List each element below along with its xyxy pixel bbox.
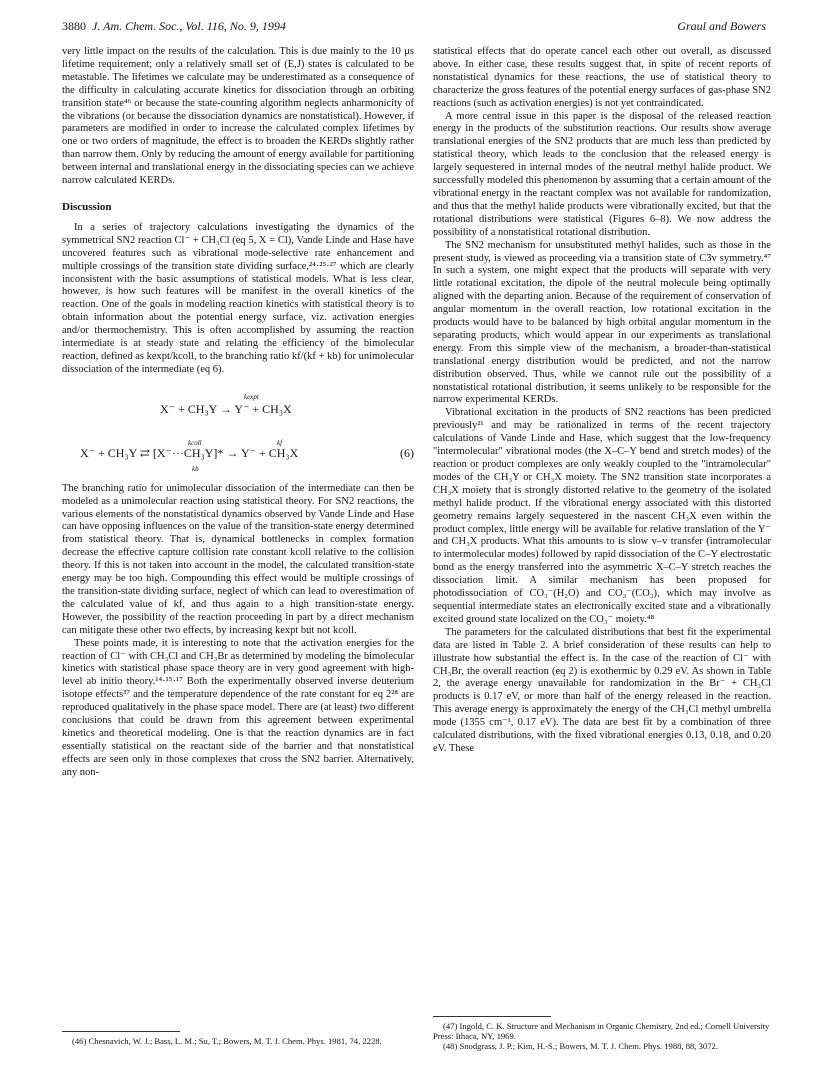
- paragraph-intro: very little impact on the results of the calculation. This is due mainly to the 10 μs lifetime requirement; only a relatively small set of (E,J) states is calculated to be metastable. The lifetimes we calculate may be underestimated as a consequence of the difficulty in calculating accurate kinetics for dissociation through an orbiting transition state⁴⁶ or because the state-counting algorithm neglects anharmonicity of the vibrations (or because the dissociation dynamics are nonstatistical). However, if parameters are modified in order to increase the calculated complex lifetimes by one or two orders of magnitude, the effect is to broaden the KERDs slightly rather than narrow them. Only by reducing the amount of energy available for partitioning between internal and translational energy in the dissociating species can we achieve narrow calculated KERDs.: [62, 46, 414, 187]
- equation-block: [62, 385, 414, 477]
- paragraph-right-1: statistical effects that do operate cancel each other out overall, as discussed above. In either case, these results suggest that, in spite of recent reports of nonstatistical dynamics for these reactions, the use of statistical theory to characterize the gross features of the potential energy surfaces of gas-phase SN2 reactions (such as activation energies) is not yet contraindicated.: [433, 46, 771, 109]
- running-header: [62, 19, 766, 35]
- footnote-48: (48) Snodgrass, J. P.; Kim, H.-S.; Bowers, M. T. J. Chem. Phys. 1988, 88, 3072.: [443, 1041, 718, 1052]
- footnotes-left: [62, 1036, 414, 1046]
- equation-1: X⁻ + CH₃Y → Y⁻ + CH₃X: [160, 401, 292, 416]
- footnote-divider-left: [62, 1031, 180, 1032]
- equation-6-kcoll-label: kcoll: [188, 438, 202, 447]
- page-number: 3880: [62, 19, 86, 33]
- paragraph-right-4: Vibrational excitation in the products of SN2 reactions has been predicted previously²¹ and may be rationalized in terms of the recent trajectory calculations of Vande Linde and Hase, which suggest that the low-frequency "intermolecular" vibrational modes (the X–C–Y bend and stretch modes) of the reaction or product complexes are only weakly coupled to the "intramolecular" modes of the CH₃Y or CH₃X moiety. The SN2 transition state incorporates a CH₃X moiety that is strongly distorted relative to the geometry of the isolated methyl halide product. If the vibrational energy associated with this distorted geometry remains largely sequestered in the nascent CH₃X even within the product complex, little energy will be available for relative translation of the Y⁻ and CH₃X products. What this amounts to is slow v–v transfer (intramolecular to intermolecular modes) followed by rapid dissociation of the C–Y electrostatic bond as the energy transferred into the asymmetric X–C–Y stretch reaches the dissociation limit. A similar mechanism has been proposed for photodissociation of CO₃⁻(H₂O) and CO₃⁻(CO₂), which may involve as sequential intermediate states an electronically excited state and a vibrationally excited ground state localized on the CO₃⁻ moiety.⁴⁸: [433, 407, 771, 625]
- equation-6-kf-label: kf: [277, 438, 283, 447]
- footnote-46: (46) Chesnavich, W. J.; Bass, L. M.; Su, T.; Bowers, M. T. J. Chem. Phys. 1981, 74, 2228.: [72, 1036, 382, 1046]
- equation-6-number: (6): [400, 445, 414, 460]
- equation-6: X⁻ + CH₃Y ⇄ [X⁻···CH₃Y]* → Y⁻ + CH₃X: [80, 445, 299, 460]
- paragraph-discussion-2: The branching ratio for unimolecular dissociation of the intermediate can then be modeled as a unimolecular reaction using statistical theory. For SN2 reactions, the various elements of the nonstatistical dynamics observed by Vande Linde and Hase can have opposing influences on the value of the transition-state energy determined from statistical theory. That is, dynamical bottlenecks in complex formation decrease the effective capture collision rate constant kcoll relative to the collision theory. If this is not taken into account in the model, the calculated transition-state energy may be too high. Compounding this effect would be multiple crossings of the transition-state dividing surface, neglect of which can lead to overestimation of the calculated value of kf, and thus again to a high transition-state energy. However, the possibility of the reaction proceeding in part by a direct mechanism can mitigate these other two effects, by increasing kexpt but not kcoll.: [62, 482, 414, 636]
- paragraph-discussion-1: In a series of trajectory calculations investigating the dynamics of the symmetrical SN2 reaction Cl⁻ + CH₃Cl (eq 5, X = Cl), Vande Linde and Hase have uncovered features such as vibrational mode-selective rate enhancement and multiple crossings of the transition state dividing surface,²⁴·²⁵·²⁷ which are clearly inconsistent with the basic assumptions of statistical models. What is less clear, however, is how such features will be manifest in the overall kinetics of the reaction. One of the goals in modeling reaction kinetics with statistical theory is to obtain information about the potential energy surface, viz. activation energies and/or thermochemistry. This is often accomplished by assuming the reaction intermediate is at steady state and relating the efficiency of the bimolecular reaction, defined as kexpt/kcoll, to the branching ratio kf/(kf + kb) for unimolecular dissociation of the intermediate (eq 6).: [62, 221, 414, 375]
- left-column: [62, 46, 414, 780]
- footnotes-right: [433, 1021, 771, 1052]
- journal-citation: J. Am. Chem. Soc., Vol. 116, No. 9, 1994: [92, 19, 286, 33]
- paragraph-right-3: The SN2 mechanism for unsubstituted methyl halides, such as those in the present study, is viewed as proceeding via a transition state of C3v symmetry.⁴⁷ In such a system, one might expect that the products will separate with very little rotational excitation, the dipole of the neutral molecule being optimally aligned with the departing anion. Because of the requirement of conservation of angular momentum in the overall reaction, low rotational excitation in the products would have to be balanced by high orbital angular momentum in the separating products, which would appear in our experiments as translational energy. From this simple view of the mechanism, a broader-than-statistical translational energy distribution would be predicted, and not the narrow distribution observed. Thus, while we cannot rule out the possibility of a nonstatistical rotational distribution, it seems unlikely to be responsible for the narrow experimental KERDs.: [433, 239, 771, 406]
- header-authors: Graul and Bowers: [677, 19, 766, 33]
- footnote-47: (47) Ingold, C. K. Structure and Mechanism in Organic Chemistry, 2nd ed.; Cornell University Press: Ithaca, NY, 1969.: [433, 1021, 770, 1042]
- header-left: [62, 19, 286, 34]
- equation-6-kb-label: kb: [192, 464, 199, 473]
- paragraph-discussion-3: These points made, it is interesting to note that the activation energies for the reaction of Cl⁻ with CH₃Cl and CH₃Br as determined by modeling the bimolecular kinetics with statistical phase space theory are in very good agreement with high-level ab initio theory.¹⁴·¹⁵·¹⁷ Both the experimentally observed inverse deuterium isotope effects³⁷ and the temperature dependence of the rate constant for eq 2²⁸ are reproduced qualitatively in the phase space model. There are (at least) two different conclusions that could be drawn from this agreement between experimental kinetics and theoretical modeling. One is that the reaction dynamics are in fact essentially statistical on the reactant side of the barrier and that nonstatistical effects are seen only in those complexes that cross the SN2 barrier. Alternatively, any non-: [62, 637, 414, 778]
- right-column: [433, 46, 771, 756]
- paragraph-right-2: A more central issue in this paper is the disposal of the released reaction energy in the products of the substitution reactions. Our results show average translational energies of the SN2 products that are much less than predicted by statistical theory, which leads to the conclusion that the released energy is largely sequestered in internal modes of the neutral methyl halide product. We successfully modeled this phenomenon by assuming that a certain amount of the vibrational energy in the reactant complex was not available for randomization, and thus that the methyl halide products were vibrationally excited, but that the rotational distributions were statistical (Figures 6–8). We now address the possibility of a nonstatistical rotational distribution.: [433, 110, 771, 238]
- paragraph-right-5: The parameters for the calculated distributions that best fit the experimental data are listed in Table 2. A brief consideration of these results can help to illustrate how substantial the effect is. In the case of the reaction of Cl⁻ with CH₃Br, the overall reaction (eq 2) is exothermic by 0.29 eV. As shown in Table 2, the average energy unavailable for randomization in the Br⁻ + CH₃Cl products is 0.17 eV, or more than half of the energy released in the reaction. This average energy is approximately the energy of the CH₃Cl methyl umbrella mode (1355 cm⁻¹, 0.17 eV). The data are best fit by a combination of three calculated distributions, with the fixed vibrational energies 0.13, 0.18, and 0.20 eV. These: [433, 626, 771, 754]
- equation-1-rate-label: kexpt: [244, 392, 259, 401]
- footnote-divider-right: [433, 1016, 551, 1017]
- section-heading-discussion: Discussion: [62, 200, 112, 213]
